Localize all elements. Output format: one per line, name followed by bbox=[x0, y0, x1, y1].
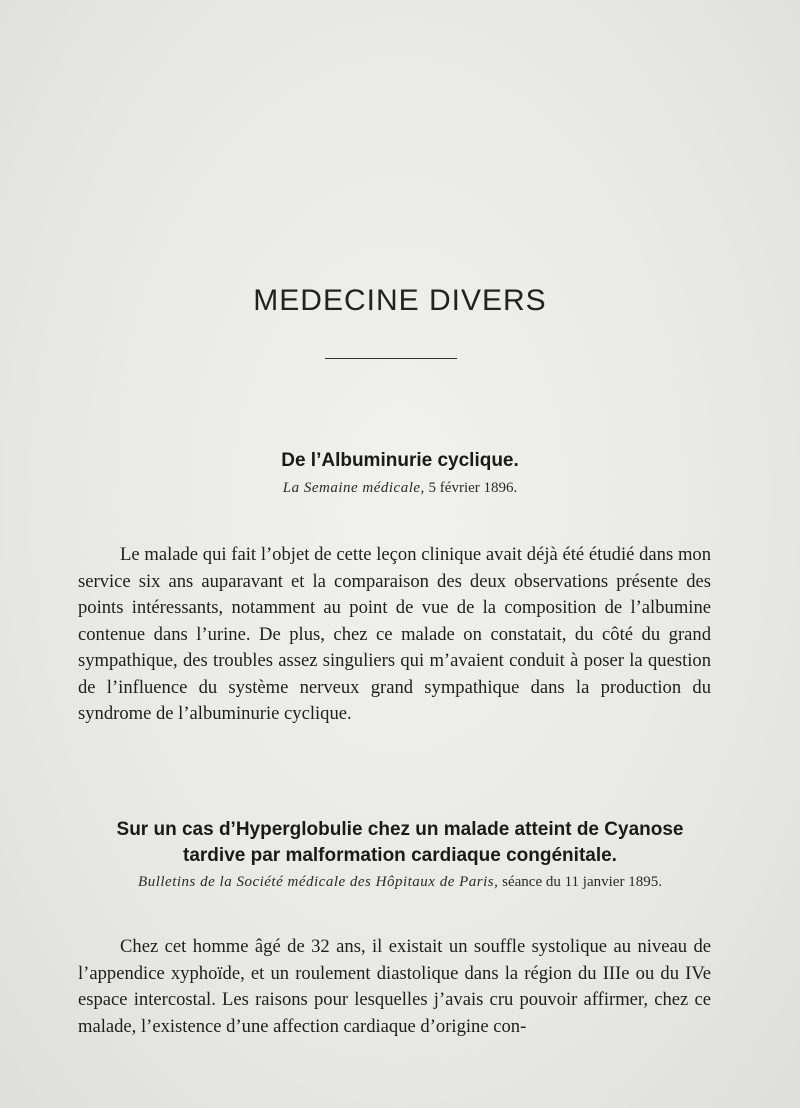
source-journal: Bulletins de la Société médicale des Hôpitaux de Paris, bbox=[138, 874, 499, 890]
article-source bbox=[40, 478, 760, 498]
source-journal: La Semaine médicale, bbox=[282, 480, 425, 496]
article-source bbox=[40, 872, 760, 892]
article-title bbox=[70, 817, 730, 869]
source-date: 5 février 1896. bbox=[428, 480, 518, 496]
section-title: MEDECINE DIVERS bbox=[253, 284, 547, 317]
title-line: Sur un cas d’Hyperglobulie chez un malade atteint de Cyanose bbox=[116, 819, 684, 840]
body-paragraph: Chez cet homme âgé de 32 ans, il existait un souffle systolique au niveau de l’appendice xyphoïde, et un roulement diastolique dans la région du IIIe ou du IVe espace intercostal. Les raisons pour lesquelles j’avais cru pouvoir affirmer, chez ce malade, l’existence d’une affection cardiaque d’origine con- bbox=[78, 936, 711, 1037]
title-line: tardive par malformation cardiaque congénitale. bbox=[183, 845, 617, 866]
source-date: séance du 11 janvier 1895. bbox=[502, 874, 662, 890]
article-body bbox=[78, 542, 711, 728]
article-title: De l’Albuminurie cyclique. bbox=[281, 450, 519, 471]
article-body bbox=[78, 934, 711, 1040]
body-paragraph: Le malade qui fait l’objet de cette leçon clinique avait déjà été étudié dans mon service six ans auparavant et la comparaison des deux observations présente des points intéressants, notamment au point de vue de la composition de l’albumine contenue dans l’urine. De plus, chez ce malade on constatait, du côté du grand sympathique, des troubles assez singuliers qui m’avaient conduit à poser la question de l’influence du système nerveux grand sympathique dans la production du syndrome de l’albuminurie cyclique. bbox=[78, 544, 711, 724]
title-divider bbox=[325, 358, 457, 359]
